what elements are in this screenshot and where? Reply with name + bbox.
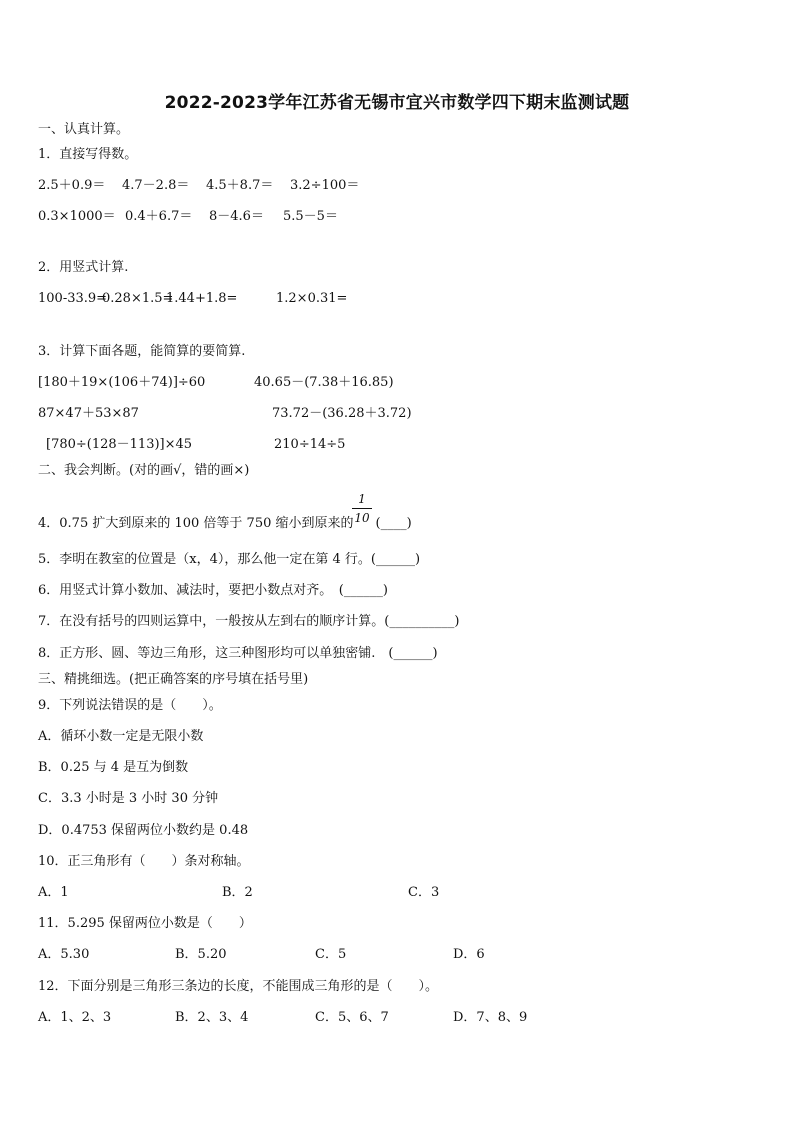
- expression: 100-33.9=: [38, 291, 108, 306]
- question-12-option-a: A．1、2、3: [38, 1010, 112, 1025]
- question-3-row-3: [46, 436, 345, 454]
- question-11-option-d: D．6: [453, 947, 485, 962]
- question-9-option-d: D．0.4753 保留两位小数约是 0.48: [38, 823, 249, 838]
- question-10-option-c: C．3: [408, 885, 440, 900]
- expression: 87×47＋53×87: [38, 406, 139, 421]
- question-1-heading: 1．直接写得数。: [38, 147, 138, 162]
- question-11-option-b: B．5.20: [175, 947, 227, 962]
- question-10-heading: 10．正三角形有（ ）条对称轴。: [38, 854, 250, 869]
- question-9-option-b: B．0.25 与 4 是互为倒数: [38, 760, 189, 775]
- question-3-row-1: [38, 374, 394, 392]
- question-10-option-b: B．2: [222, 885, 253, 900]
- expression: 40.65－(7.38＋16.85): [254, 375, 394, 390]
- question-3-row-2: [38, 405, 412, 423]
- fraction-numerator: 1: [358, 492, 366, 506]
- question-1-row-1: [38, 177, 359, 195]
- fraction-one-tenth: [352, 492, 372, 525]
- section-1-heading: 一、认真计算。: [38, 122, 130, 137]
- question-8: 8．正方形、圆、等边三角形，这三种图形均可以单独密铺. (______): [38, 646, 438, 661]
- question-5: 5．李明在教室的位置是（x，4），那么他一定在第 4 行。(______): [38, 552, 421, 567]
- question-12-option-b: B．2、3、4: [175, 1010, 249, 1025]
- expression: 0.28×1.5=: [102, 291, 174, 306]
- question-3-heading: 3．计算下面各题，能简算的要简算.: [38, 344, 246, 359]
- question-2-row: [38, 290, 347, 308]
- expression: 2.5＋0.9＝: [38, 178, 106, 193]
- question-10-option-a: A．1: [38, 885, 69, 900]
- section-3-heading: 三、精挑细选。(把正确答案的序号填在括号里): [38, 672, 309, 687]
- question-2-heading: 2．用竖式计算.: [38, 260, 129, 275]
- expression: 4.5＋8.7＝: [206, 178, 274, 193]
- expression: 210÷14÷5: [274, 437, 346, 452]
- question-12-option-c: C．5、6、7: [315, 1010, 389, 1025]
- question-12-heading: 12．下面分别是三角形三条边的长度，不能围成三角形的是（ ）。: [38, 979, 439, 994]
- fraction-bar: [352, 508, 372, 509]
- expression: 0.3×1000＝: [38, 209, 116, 224]
- question-11-option-c: C．5: [315, 947, 347, 962]
- expression: 8－4.6＝: [209, 209, 264, 224]
- question-1-row-2: [38, 208, 338, 226]
- question-12-option-d: D．7、8、9: [453, 1010, 528, 1025]
- expression: [180＋19×(106＋74)]÷60: [38, 375, 206, 390]
- fraction-denominator: 10: [354, 511, 370, 525]
- question-6: 6．用竖式计算小数加、减法时，要把小数点对齐。 (______): [38, 583, 388, 598]
- section-2-heading: 二、我会判断。(对的画√，错的画×): [38, 463, 250, 478]
- page-title: 2022-2023学年江苏省无锡市宜兴市数学四下期末监测试题: [164, 93, 630, 113]
- expression: 3.2÷100＝: [290, 178, 360, 193]
- question-11-option-a: A．5.30: [38, 947, 90, 962]
- question-4-text: 4．0.75 扩大到原来的 100 倍等于 750 缩小到原来的: [38, 516, 354, 531]
- question-9-option-c: C．3.3 小时是 3 小时 30 分钟: [38, 791, 219, 806]
- question-11-heading: 11．5.295 保留两位小数是（ ）: [38, 916, 252, 931]
- question-7: 7．在没有括号的四则运算中，一般按从左到右的顺序计算。(__________): [38, 614, 460, 629]
- question-9-heading: 9．下列说法错误的是（ ）。: [38, 698, 222, 713]
- question-9-option-a: A．循环小数一定是无限小数: [38, 729, 204, 744]
- expression: 1.44+1.8=: [166, 291, 238, 306]
- answer-blank[interactable]: (____): [375, 516, 412, 531]
- expression: 5.5－5＝: [283, 209, 338, 224]
- expression: 0.4＋6.7＝: [125, 209, 193, 224]
- expression: 4.7－2.8＝: [122, 178, 190, 193]
- expression: 73.72－(36.28＋3.72): [272, 406, 412, 421]
- expression: 1.2×0.31=: [276, 291, 348, 306]
- expression: [780÷(128－113)]×45: [46, 437, 193, 452]
